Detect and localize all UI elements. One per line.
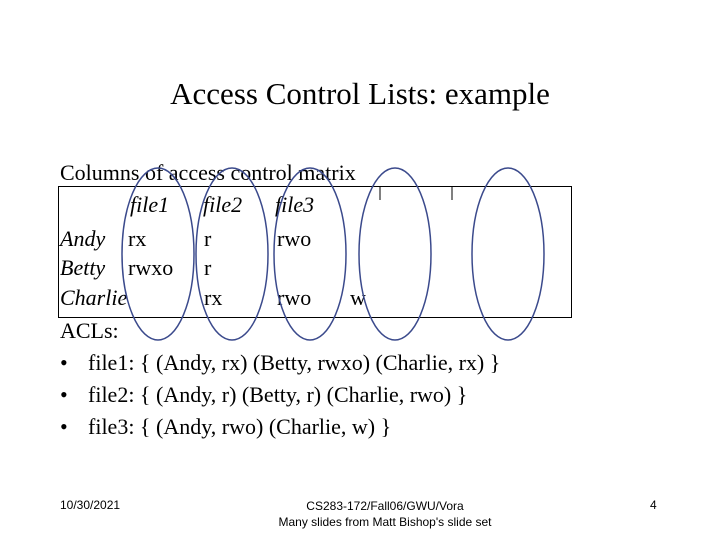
cell-andy-file3: rwo (277, 226, 312, 251)
slide-title: Access Control Lists: example (170, 76, 550, 111)
row-name-charlie: Charlie (60, 285, 128, 310)
acl-text: file3: { (Andy, rwo) (Charlie, w) } (88, 414, 392, 439)
cell-charlie-file3: rwo (277, 285, 312, 310)
cell-charlie-file2: rx (204, 285, 223, 310)
oval-file5 (472, 168, 544, 340)
row-name-betty: Betty (60, 255, 106, 280)
cell-andy-file2: r (204, 226, 212, 251)
oval-file1 (122, 168, 194, 340)
footer-course: CS283-172/Fall06/GWU/Vora (306, 499, 464, 513)
oval-file3 (274, 168, 346, 340)
cell-andy-file1: rx (128, 226, 147, 251)
acl-text: file2: { (Andy, r) (Betty, r) (Charlie, rwo) } (88, 382, 468, 407)
header-file2: file2 (203, 192, 243, 217)
acls-heading: ACLs: (60, 318, 119, 343)
cell-betty-file2: r (204, 255, 212, 280)
footer-credit: Many slides from Matt Bishop's slide set (278, 515, 492, 529)
header-file3: file3 (275, 192, 315, 217)
bullet-glyph: • (60, 414, 68, 439)
footer-page-number: 4 (650, 498, 657, 512)
acl-text: file1: { (Andy, rx) (Betty, rwxo) (Charlie, rx) } (88, 350, 501, 375)
cell-charlie-file4: w (350, 285, 366, 310)
cell-betty-file1: rwxo (128, 255, 174, 280)
oval-file4 (359, 168, 431, 340)
matrix-caption: Columns of access control matrix (60, 160, 356, 185)
footer-course-info (230, 498, 540, 530)
row-name-andy: Andy (60, 226, 106, 251)
bullet-glyph: • (60, 382, 68, 407)
footer-date: 10/30/2021 (60, 498, 121, 512)
bullet-glyph: • (60, 350, 68, 375)
header-file1: file1 (130, 192, 170, 217)
oval-file2 (196, 168, 268, 340)
